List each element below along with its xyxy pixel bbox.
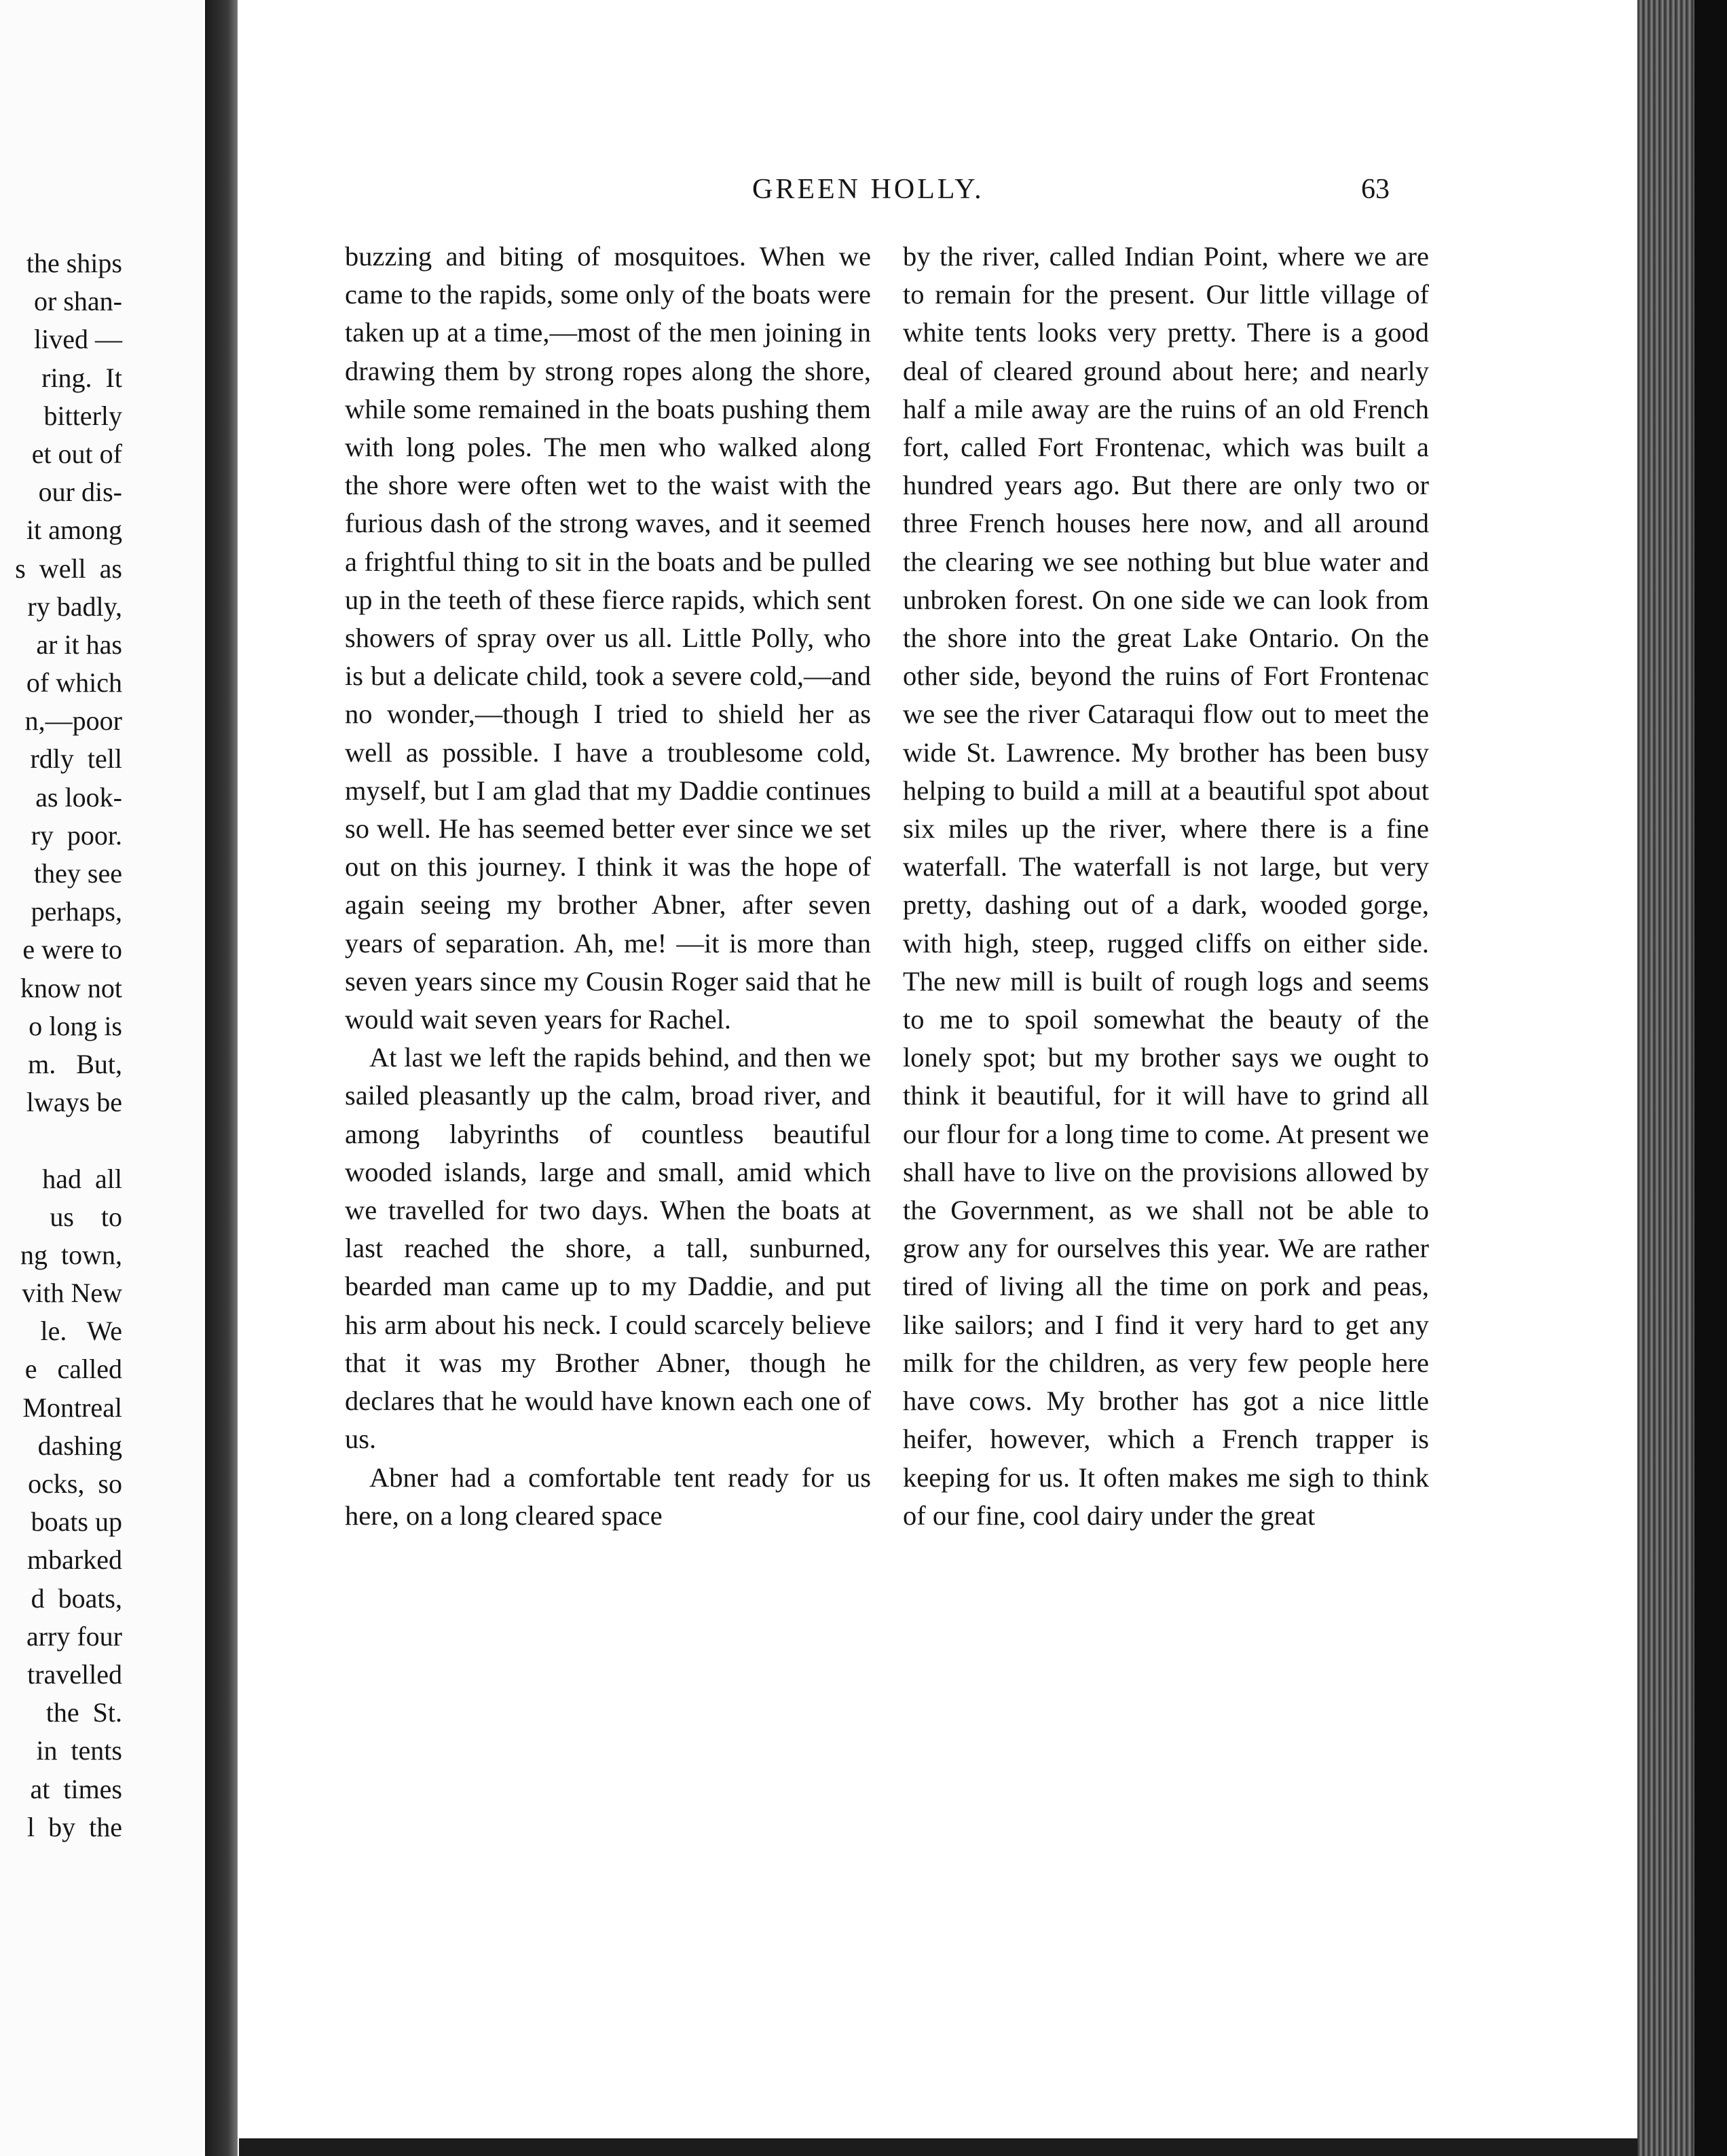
body-paragraph: Abner had a comfortable tent ready for us here, on a long cleared space <box>345 1462 871 1531</box>
left-fragment-line: l by the <box>27 1811 122 1842</box>
left-fragment-line: ring. It <box>41 362 122 393</box>
left-fragment-line: o long is <box>29 1010 122 1041</box>
left-fragment-line: in tents <box>36 1735 122 1766</box>
left-fragment-line: they see <box>34 858 122 889</box>
left-fragment-line: had all <box>42 1163 122 1194</box>
left-fragment-line: rdly tell <box>30 743 122 775</box>
page-edges <box>1637 0 1694 2156</box>
left-page-fragment <box>0 0 204 2156</box>
left-fragment-line: ar it has <box>36 629 122 660</box>
left-fragment-line: dashing <box>37 1430 122 1461</box>
left-fragment-line: us to <box>50 1201 122 1232</box>
left-fragment-line: boats up <box>31 1506 122 1538</box>
page-number: 63 <box>1361 174 1390 205</box>
left-fragment-line: d boats, <box>31 1582 122 1614</box>
left-fragment-line: as look- <box>35 781 122 813</box>
left-fragment-line: m. But, <box>28 1048 122 1079</box>
scan-bottom-border <box>239 2138 1637 2156</box>
book-gutter-shadow <box>205 0 238 2156</box>
left-fragment-line: s well as <box>15 553 122 584</box>
left-fragment-line: ry poor. <box>31 819 122 851</box>
body-paragraph: At last we left the rapids behind, and then we sailed pleasantly up the calm, broad river, and among labyrinths of countless beautiful wooded islands, large and small, amid which we travelled for two days. When the boats at last reached the shore, a tall, sunburned, bearded man came up to my Daddie, and put his arm about his neck. I could scarcely believe that it was my Brother Abner, though he declares that he would have known each one of us. <box>345 1042 871 1455</box>
left-fragment-line: vith New <box>22 1278 122 1309</box>
left-fragment-line: ry badly, <box>27 591 122 622</box>
left-fragment-line: e called <box>24 1354 122 1385</box>
left-fragment-line: travelled <box>27 1658 122 1690</box>
left-fragment-line: et out of <box>31 438 122 469</box>
body-paragraph: by the river, called Indian Point, where we are to remain for the present. Our little village of white tents looks very pretty. There is a good deal of cleared ground about here; and nearly half a mile away are the ruins of an old French fort, called Fort Frontenac, which was built a hundred years ago. But there are only two or three French houses here now, and all around the clearing we see nothing but blue water and unbroken forest. On one side we can look from the shore into the great Lake Ontario. On the other side, beyond the ruins of Fort Frontenac we see the river Cataraqui flow out to meet the wide St. Lawrence. My brother has been busy helping to build a mill at a beautiful spot about six miles up the river, where there is a fine waterfall. The waterfall is not large, but very pretty, dashing out of a dark, wooded gorge, with high, steep, rugged cliffs on either side. The new mill is built of rough logs and seems to me to spoil somewhat the beauty of the lonely spot; but my brother says we ought to think it beautiful, for it will have to grind all our flour for a long time to come. At present we shall have to live on the provisions allowed by the Government, as we shall not be able to grow any for ourselves this year. We are rather tired of living all the time on pork and peas, like sailors; and I find it very hard to get any milk for the children, as very few people here have cows. My brother has got a nice little heifer, however, which a French trapper is keeping for us. It often makes me sigh to think of our fine, cool dairy under the great <box>903 241 1429 1531</box>
body-paragraph: buzzing and biting of mosquitoes. When we came to the rapids, some only of the boats were taken up at a time,—most of the men joining in drawing them by strong ropes along the shore, while some remained in the boats pushing them with long poles. The men who walked along the shore were often wet to the waist with the furious dash of the strong waves, and it seemed a frightful thing to sit in the boats and be pulled up in the teeth of these fierce rapids, which sent showers of spray over us all. Little Polly, who is but a delicate child, took a severe cold,—and no wonder,—though I tried to shield her as well as possible. I have a troublesome cold, myself, but I am glad that my Daddie continues so well. He has seemed better ever since we set out on this journey. I think it was the hope of again seeing my brother Abner, after seven years of separation. Ah, me! —it is more than seven years since my Cousin Roger said that he would wait seven years for Rachel. <box>345 241 871 1035</box>
left-fragment-line: lived — <box>34 324 122 355</box>
left-fragment-line: bitterly <box>43 400 122 431</box>
scan-border <box>1694 0 1727 2156</box>
left-fragment-line: know not <box>20 972 122 1003</box>
left-fragment-line: perhaps, <box>31 896 122 927</box>
left-fragment-line: n,—poor <box>24 705 122 737</box>
left-fragment-line: le. We <box>40 1316 122 1347</box>
left-fragment-line: at times <box>30 1773 122 1804</box>
text-column-right <box>903 238 1429 1535</box>
left-fragment-line: ng town, <box>20 1239 122 1270</box>
left-fragment-line: the St. <box>45 1697 122 1728</box>
running-head: GREEN HOLLY. <box>752 174 984 205</box>
left-fragment-line: it among <box>26 515 122 546</box>
left-fragment-line: Montreal <box>22 1392 122 1423</box>
left-fragment-line: ocks, so <box>28 1468 122 1499</box>
left-fragment-line: mbarked <box>27 1544 122 1576</box>
left-fragment-line <box>15 1121 122 1159</box>
left-fragment-line: the ships <box>26 248 122 278</box>
left-fragment-line: arry four <box>26 1620 122 1652</box>
left-page-text-fragments <box>15 244 122 1846</box>
left-fragment-line: e were to <box>22 934 122 965</box>
left-fragment-line: of which <box>26 667 122 699</box>
text-column-left <box>345 238 871 1535</box>
left-fragment-line: or shan- <box>34 286 122 317</box>
left-fragment-line: lways be <box>26 1087 122 1118</box>
left-fragment-line: our dis- <box>38 477 122 508</box>
